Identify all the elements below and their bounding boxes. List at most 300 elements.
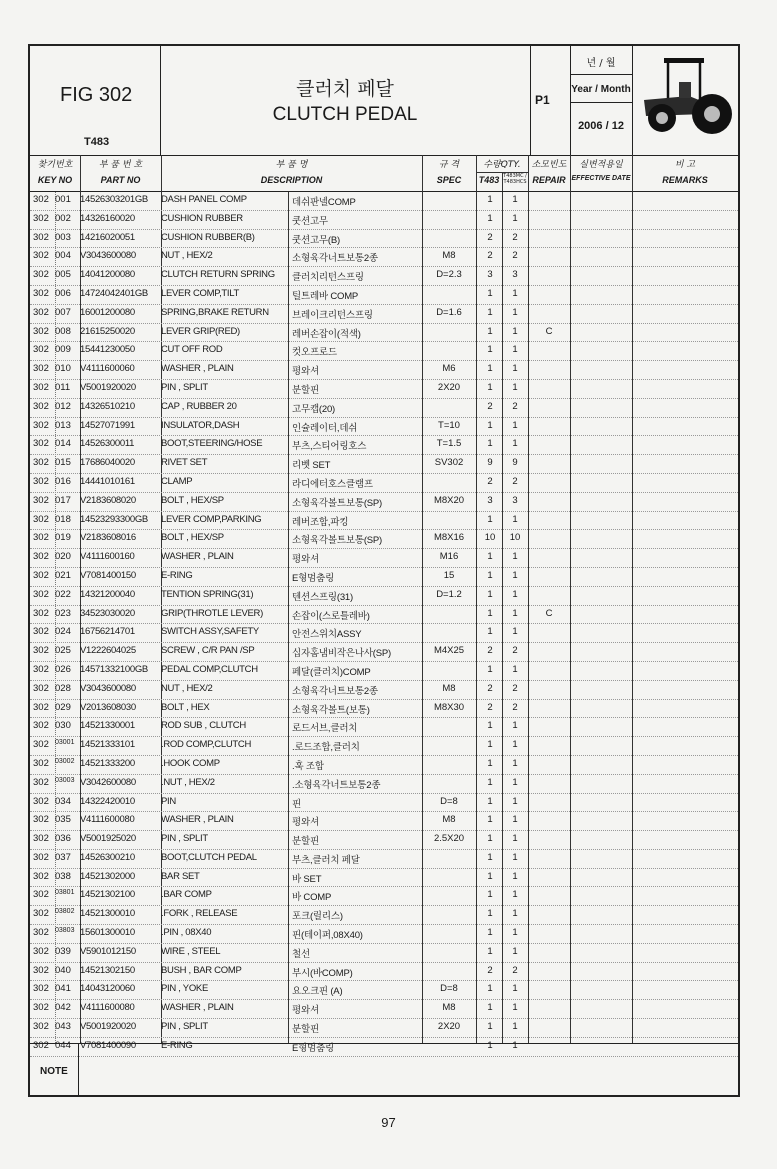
qty-t483: 1	[487, 381, 493, 393]
col-part-ko: 부 품 번 호	[98, 160, 143, 170]
qty-t483: 1	[487, 344, 493, 356]
description-en: LEVER COMP,TILT	[161, 287, 240, 299]
key-sub-number: 029	[55, 701, 71, 713]
parts-table-body	[30, 192, 738, 1057]
qty-t483: 1	[487, 908, 493, 920]
key-sub-number: 004	[55, 250, 71, 262]
description-ko: 핀	[292, 798, 301, 810]
table-row	[30, 342, 738, 361]
table-row	[30, 380, 738, 399]
part-number: 14326510210	[80, 400, 135, 412]
key-number: 302	[33, 419, 49, 431]
col-qty-sub2: T483MC / T483HCS	[503, 173, 527, 185]
description-ko: 소형육각너트보통2종	[292, 685, 378, 697]
table-row	[30, 305, 738, 324]
description-en: E-RING	[161, 569, 193, 581]
qty-t483mc: 1	[512, 739, 518, 751]
key-sub-number: 036	[55, 833, 71, 845]
description-ko: 핀(테이퍼,08X40)	[292, 930, 363, 942]
table-row	[30, 662, 738, 681]
key-sub-number: 009	[55, 344, 71, 356]
qty-t483mc: 1	[512, 344, 518, 356]
qty-t483: 1	[487, 212, 493, 224]
key-number: 302	[33, 833, 49, 845]
key-sub-number: 017	[55, 494, 71, 506]
qty-t483mc: 1	[512, 870, 518, 882]
key-sub-number: 016	[55, 475, 71, 487]
part-number: 15601300010	[80, 927, 135, 939]
repair-code: C	[545, 325, 553, 337]
qty-t483mc: 2	[512, 645, 518, 657]
part-number: 14526300210	[80, 851, 135, 863]
qty-t483: 1	[487, 851, 493, 863]
qty-t483mc: 1	[512, 419, 518, 431]
part-number: 14441010161	[80, 475, 135, 487]
description-ko: .로드조합,클러치	[292, 742, 360, 754]
table-row	[30, 794, 738, 813]
part-number: 14321200040	[80, 588, 135, 600]
qty-t483: 1	[487, 983, 493, 995]
description-en: BOOT,CLUTCH PEDAL	[161, 851, 257, 863]
key-sub-number: 037	[55, 851, 71, 863]
qty-t483: 1	[487, 889, 493, 901]
qty-t483: 2	[487, 682, 493, 694]
key-sub-number: 035	[55, 814, 71, 826]
qty-t483: 1	[487, 607, 493, 619]
part-number: V3043600080	[80, 250, 136, 262]
qty-t483: 2	[487, 701, 493, 713]
key-number: 302	[33, 682, 49, 694]
description-ko: 평와셔	[292, 554, 319, 566]
table-row	[30, 944, 738, 963]
description-en: CAP , RUBBER 20	[161, 400, 237, 412]
qty-t483mc: 1	[512, 927, 518, 939]
spec: T=10	[438, 419, 460, 431]
description-en: WASHER , PLAIN	[161, 551, 234, 563]
key-sub-number: 010	[55, 363, 71, 375]
table-row	[30, 192, 738, 211]
table-row	[30, 925, 738, 944]
year-month-label-ko: 년 / 월	[586, 58, 616, 69]
description-ko: 십자홈냄비작은나사(SP)	[292, 648, 391, 660]
key-number: 302	[33, 475, 49, 487]
description-en: .FORK , RELEASE	[161, 908, 238, 920]
qty-t483: 1	[487, 1002, 493, 1014]
description-ko: 쿳션고무(B)	[292, 234, 340, 246]
qty-t483: 2	[487, 645, 493, 657]
qty-t483mc: 2	[512, 475, 518, 487]
part-number: 14521300010	[80, 908, 135, 920]
qty-t483: 2	[487, 400, 493, 412]
table-row	[30, 230, 738, 249]
qty-t483mc: 2	[512, 400, 518, 412]
key-sub-number: 025	[55, 645, 71, 657]
key-number: 302	[33, 325, 49, 337]
description-ko: 소형육각너트보통2종	[292, 253, 378, 265]
description-en: .NUT , HEX/2	[161, 776, 215, 788]
description-ko: 철선	[292, 948, 310, 960]
description-en: PIN , SPLIT	[161, 381, 208, 393]
qty-t483: 1	[487, 569, 493, 581]
col-spec-en: SPEC	[436, 175, 462, 185]
table-row	[30, 812, 738, 831]
key-sub-number: 018	[55, 513, 71, 525]
description-ko: 요오크핀 (A)	[292, 986, 343, 998]
key-sub-number: 042	[55, 1002, 71, 1014]
part-number: V7081400090	[80, 1039, 136, 1051]
key-number: 302	[33, 964, 49, 976]
key-number: 302	[33, 400, 49, 412]
key-sub-number: 002	[55, 212, 71, 224]
part-number: V4111600080	[80, 1002, 135, 1014]
qty-t483: 1	[487, 1021, 493, 1033]
key-number: 302	[33, 607, 49, 619]
description-en: CLUTCH RETURN SPRING	[161, 269, 275, 281]
key-number: 302	[33, 363, 49, 375]
key-sub-number: 019	[55, 532, 71, 544]
qty-t483mc: 1	[512, 1021, 518, 1033]
col-key-en: KEY NO	[37, 175, 73, 185]
table-row	[30, 850, 738, 869]
part-number: 14521302100	[80, 889, 135, 901]
description-en: .BAR COMP	[161, 889, 212, 901]
qty-t483: 3	[487, 269, 493, 281]
key-sub-number: 014	[55, 438, 71, 450]
description-en: .HOOK COMP	[161, 757, 220, 769]
page-code: P1	[535, 93, 550, 107]
figure-number: FIG 302	[60, 84, 133, 106]
part-number: 15441230050	[80, 344, 135, 356]
key-number: 302	[33, 569, 49, 581]
qty-t483: 1	[487, 663, 493, 675]
part-number: V4111600080	[80, 814, 135, 826]
table-row	[30, 493, 738, 512]
table-row	[30, 700, 738, 719]
part-number: 14216020051	[80, 231, 135, 243]
part-number: 14526300011	[80, 438, 135, 450]
description-ko: 소형육각볼트보통(SP)	[292, 535, 383, 547]
spec: M8X30	[433, 701, 465, 713]
table-row	[30, 718, 738, 737]
qty-t483: 3	[487, 494, 493, 506]
description-ko: 클러치리턴스프링	[292, 272, 364, 284]
part-number: 14521302000	[80, 870, 135, 882]
table-row	[30, 737, 738, 756]
description-en: CUT OFF ROD	[161, 344, 223, 356]
qty-t483mc: 1	[512, 325, 518, 337]
spec: 2X20	[437, 381, 461, 393]
description-ko: 고무캡(20)	[292, 403, 336, 415]
description-ko: 쿳션고무	[292, 215, 328, 227]
description-ko: 손잡이(스로틀레바)	[292, 610, 370, 622]
description-en: SPRING,BRAKE RETURN	[161, 306, 269, 318]
key-sub-number: 013	[55, 419, 71, 431]
qty-t483: 2	[487, 475, 493, 487]
part-number: 21615250020	[80, 325, 135, 337]
part-number: 14571332100GB	[80, 663, 148, 675]
repair-code: C	[545, 607, 553, 619]
table-row	[30, 455, 738, 474]
qty-t483mc: 1	[512, 663, 518, 675]
description-ko: 리벳 SET	[292, 460, 331, 472]
qty-t483mc: 1	[512, 1039, 518, 1051]
part-number: 14527071991	[80, 419, 135, 431]
key-number: 302	[33, 776, 49, 788]
description-ko: 안전스위치ASSY	[292, 629, 362, 641]
description-ko: .훅 조합	[292, 760, 324, 772]
qty-t483mc: 1	[512, 945, 518, 957]
qty-t483: 2	[487, 231, 493, 243]
key-sub-number: 006	[55, 287, 71, 299]
table-row	[30, 549, 738, 568]
part-number: V2183608020	[80, 494, 136, 506]
qty-t483: 1	[487, 927, 493, 939]
qty-t483mc: 2	[512, 682, 518, 694]
description-ko: 바 SET	[292, 873, 322, 885]
table-row	[30, 587, 738, 606]
part-number: 14521333101	[80, 739, 135, 751]
table-row	[30, 756, 738, 775]
part-number: 14523293300GB	[80, 513, 148, 525]
table-row	[30, 1000, 738, 1019]
part-number: 14521330001	[80, 720, 135, 732]
qty-t483: 1	[487, 287, 493, 299]
key-sub-number: 038	[55, 870, 71, 882]
description-en: PEDAL COMP,CLUTCH	[161, 663, 258, 675]
description-en: NUT , HEX/2	[161, 682, 213, 694]
part-number: V4111600160	[80, 551, 135, 563]
description-ko: 인슐레이터,데쉬	[292, 422, 358, 434]
part-number: 17686040020	[80, 457, 135, 469]
col-part-en: PART NO	[100, 175, 141, 185]
table-row	[30, 418, 738, 437]
col-rem-en: REMARKS	[662, 175, 708, 185]
qty-t483: 1	[487, 1039, 493, 1051]
col-eff-en: EFFECTIVE DATE	[571, 175, 631, 182]
key-sub-number: 03802	[55, 908, 75, 916]
description-en: NUT , HEX/2	[161, 250, 213, 262]
description-en: ROD SUB , CLUTCH	[161, 720, 246, 732]
description-ko: 레버조합,파킹	[292, 516, 349, 528]
qty-t483: 1	[487, 551, 493, 563]
part-number: 14043120060	[80, 983, 135, 995]
description-ko: 레버손잡이(적색)	[292, 328, 361, 340]
description-en: E-RING	[161, 1039, 193, 1051]
qty-t483: 1	[487, 795, 493, 807]
col-repair-ko: 소모빈도	[531, 160, 567, 170]
part-number: 14526303201GB	[80, 194, 148, 205]
qty-t483: 1	[487, 194, 493, 205]
col-eff-ko: 실변적용일	[579, 160, 623, 170]
qty-t483: 2	[487, 250, 493, 262]
col-qty-sub1: T483	[478, 175, 500, 185]
part-number: 34523030020	[80, 607, 135, 619]
description-ko: .소형육각너트보통2종	[292, 779, 381, 791]
qty-t483: 1	[487, 363, 493, 375]
key-number: 302	[33, 1021, 49, 1033]
spec: D=8	[440, 795, 458, 807]
description-en: PIN , SPLIT	[161, 833, 208, 845]
spec: M16	[439, 551, 459, 563]
description-en: BOOT,STEERING/HOSE	[161, 438, 263, 450]
key-sub-number: 023	[55, 607, 71, 619]
qty-t483mc: 1	[512, 381, 518, 393]
spec: M8	[442, 682, 456, 694]
qty-t483: 1	[487, 945, 493, 957]
description-en: BOLT , HEX/SP	[161, 494, 224, 506]
key-number: 302	[33, 513, 49, 525]
description-en: CUSHION RUBBER	[161, 212, 243, 224]
table-row	[30, 286, 738, 305]
description-ko: 페달(클러치)COMP	[292, 666, 371, 678]
table-row	[30, 530, 738, 549]
description-en: SCREW , C/R PAN /SP	[161, 645, 255, 657]
key-number: 302	[33, 626, 49, 638]
key-sub-number: 003	[55, 231, 71, 243]
description-ko: 부츠,스티어링호스	[292, 441, 367, 453]
description-ko: 데쉬판넬COMP	[292, 197, 356, 208]
qty-t483mc: 1	[512, 306, 518, 318]
key-sub-number: 040	[55, 964, 71, 976]
part-number: 16756214701	[80, 626, 135, 638]
spec: M8X20	[433, 494, 465, 506]
part-number: 16001200080	[80, 306, 135, 318]
key-sub-number: 030	[55, 720, 71, 732]
key-number: 302	[33, 457, 49, 469]
spec: M4X25	[433, 645, 465, 657]
qty-t483: 1	[487, 513, 493, 525]
qty-t483mc: 1	[512, 438, 518, 450]
qty-t483mc: 3	[512, 494, 518, 506]
part-number: V7081400150	[80, 569, 136, 581]
description-ko: 평와셔	[292, 1005, 319, 1017]
parts-sheet-frame	[28, 44, 740, 1097]
table-row	[30, 606, 738, 625]
description-en: WASHER , PLAIN	[161, 814, 234, 826]
year-month-label-en: Year / Month	[571, 84, 631, 95]
key-sub-number: 03001	[55, 739, 75, 747]
spec: M8	[442, 250, 456, 262]
part-number: V5001920020	[80, 1021, 136, 1033]
col-spec-ko: 규 격	[438, 160, 460, 170]
qty-t483: 1	[487, 325, 493, 337]
spec: 15	[443, 569, 455, 581]
model-code: T483	[84, 136, 110, 148]
key-sub-number: 012	[55, 400, 71, 412]
key-number: 302	[33, 381, 49, 393]
key-sub-number: 028	[55, 682, 71, 694]
description-ko: 틸트레바 COMP	[292, 290, 359, 302]
key-number: 302	[33, 269, 49, 281]
description-en: WASHER , PLAIN	[161, 363, 234, 375]
spec: D=1.2	[436, 588, 462, 600]
description-ko: 평와셔	[292, 366, 319, 378]
table-row	[30, 211, 738, 230]
qty-t483mc: 1	[512, 776, 518, 788]
sheet-header	[30, 46, 738, 156]
key-number: 302	[33, 945, 49, 957]
page-number: 97	[381, 1115, 396, 1130]
key-number: 302	[33, 908, 49, 920]
qty-t483mc: 1	[512, 194, 518, 205]
spec: 2.5X20	[433, 833, 465, 845]
spec: M6	[442, 363, 456, 375]
qty-t483mc: 1	[512, 720, 518, 732]
key-sub-number: 008	[55, 325, 71, 337]
spec: M8	[442, 814, 456, 826]
qty-t483mc: 1	[512, 983, 518, 995]
description-ko: 평와셔	[292, 817, 319, 829]
description-ko: 부츠,클러치 페달	[292, 854, 360, 866]
key-number: 302	[33, 663, 49, 675]
key-number: 302	[33, 645, 49, 657]
key-sub-number: 039	[55, 945, 71, 957]
description-ko: 소형육각볼트보통(SP)	[292, 497, 383, 509]
key-number: 302	[33, 344, 49, 356]
description-en: WIRE , STEEL	[161, 945, 221, 957]
col-repair-en: REPAIR	[532, 175, 566, 185]
qty-t483mc: 1	[512, 889, 518, 901]
table-row	[30, 643, 738, 662]
key-sub-number: 03002	[55, 757, 75, 765]
key-number: 302	[33, 494, 49, 506]
table-row	[30, 775, 738, 794]
qty-t483mc: 3	[512, 269, 518, 281]
key-sub-number: 034	[55, 795, 71, 807]
description-ko: 라디에터호스클램프	[292, 478, 373, 490]
description-en: DASH PANEL COMP	[161, 194, 247, 205]
description-en: SWITCH ASSY,SAFETY	[161, 626, 259, 638]
col-desc-en: DESCRIPTION	[260, 175, 323, 185]
table-row	[30, 624, 738, 643]
qty-t483mc: 1	[512, 607, 518, 619]
qty-t483mc: 1	[512, 287, 518, 299]
part-number: V3042600080	[80, 776, 136, 788]
part-number: V5001920020	[80, 381, 136, 393]
description-ko: 로드서브,클러치	[292, 723, 358, 735]
qty-t483mc: 1	[512, 1002, 518, 1014]
note-label: NOTE	[40, 1066, 68, 1077]
key-sub-number: 005	[55, 269, 71, 281]
key-sub-number: 043	[55, 1021, 71, 1033]
qty-t483mc: 1	[512, 795, 518, 807]
description-en: PIN	[161, 795, 176, 807]
qty-t483mc: 1	[512, 908, 518, 920]
qty-t483mc: 1	[512, 513, 518, 525]
spec: SV302	[434, 457, 464, 469]
part-number: 14521333200	[80, 757, 135, 769]
col-rem-ko: 비 고	[674, 160, 696, 170]
part-number: 14322420010	[80, 795, 135, 807]
table-row	[30, 981, 738, 1000]
key-sub-number: 001	[55, 194, 71, 205]
table-row	[30, 512, 738, 531]
key-sub-number: 03803	[55, 927, 75, 935]
qty-t483mc: 1	[512, 757, 518, 769]
key-sub-number: 007	[55, 306, 71, 318]
qty-t483: 1	[487, 757, 493, 769]
key-number: 302	[33, 814, 49, 826]
key-number: 302	[33, 231, 49, 243]
key-number: 302	[33, 889, 49, 901]
description-en: WASHER , PLAIN	[161, 1002, 234, 1014]
tractor-icon	[634, 52, 734, 144]
key-number: 302	[33, 701, 49, 713]
spec: D=1.6	[436, 306, 462, 318]
spec: T=1.5	[436, 438, 462, 450]
part-number: 14724042401GB	[80, 287, 148, 299]
qty-t483mc: 1	[512, 626, 518, 638]
